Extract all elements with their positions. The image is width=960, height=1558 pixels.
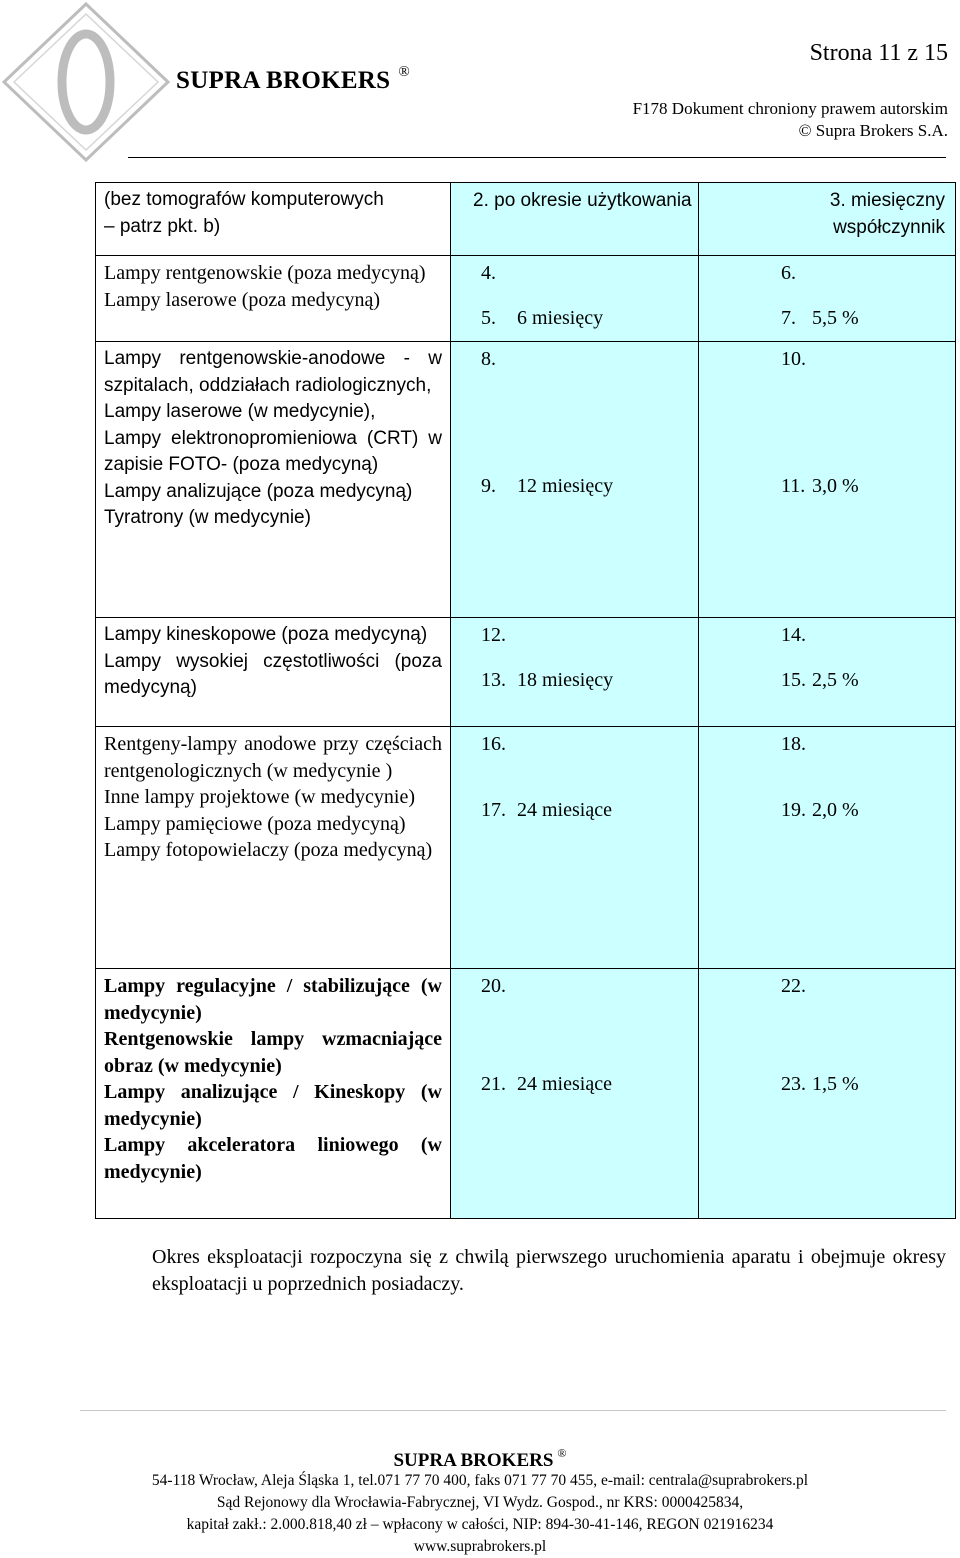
item-description: Lampy analizujące / Kineskopy (w medycynie) [104,1081,442,1130]
item-description-cell [96,342,451,618]
item-description-cell [96,618,451,727]
coefficient-cell [699,342,956,618]
header-desc-cell [96,183,451,256]
header-period: 2. po okresie użytkowania [473,190,692,211]
row-number: 22. [781,975,806,997]
item-description: Lampy laserowe (poza medycyną) [104,288,380,311]
header-desc-line: (bez tomografów komputerowych [104,189,384,210]
row-number: 17. [481,799,506,821]
row-number: 23. [781,1073,806,1095]
coefficient-value: 2,5 % [812,669,859,691]
row-number: 10. [781,348,806,370]
row-number: 4. [481,262,496,284]
coefficient-value: 3,0 % [812,475,859,497]
table-row [96,727,956,969]
company-logo [0,0,172,162]
period-cell [451,256,699,342]
row-number: 5. [481,307,496,329]
header-coef: 3. miesięczny współczynnik [829,190,945,238]
item-description: Lampy kineskopowe (poza medycyną) [104,624,428,645]
row-number: 21. [481,1073,506,1095]
item-description: Lampy rentgenowskie-anodowe - w szpitalach, oddziałach radiologicznych, [104,348,442,396]
footer-court: Sąd Rejonowy dla Wrocławia-Fabrycznej, VI Wydz. Gospod., nr KRS: 0000425834, [216,1494,744,1511]
footer-brand: SUPRA BROKERS ® [393,1446,567,1471]
row-number: 18. [781,733,806,755]
coefficient-value: 2,0 % [812,799,859,821]
period-cell [451,969,699,1219]
item-description: Lampy elektronopromieniowa (CRT) w zapisie FOTO- (poza medycyną) [104,427,442,475]
page-number: Strona 11 z 15 [809,40,948,66]
footer-divider [80,1410,946,1411]
period-cell [451,342,699,618]
header-period-cell [451,183,699,256]
item-description: Lampy akceleratora liniowego (w medycynie) [104,1134,442,1183]
item-description-cell [96,727,451,969]
depreciation-table [95,182,956,1219]
period-value: 24 miesiące [517,799,612,821]
operation-period-note: Okres eksploatacji rozpoczyna się z chwilą pierwszego uruchomienia aparatu i obejmuje okresy eksploatacji u poprzednich posiadaczy. [152,1246,946,1295]
row-number: 6. [781,262,796,284]
row-number: 15. [781,669,806,691]
row-number: 20. [481,975,506,997]
table-row [96,969,956,1219]
row-number: 14. [781,624,806,646]
protection-line: F178 Dokument chroniony prawem autorskim [632,99,948,118]
row-number: 19. [781,799,806,821]
item-description: Lampy analizujące (poza medycyną) [104,480,413,502]
table-row [96,256,956,342]
row-number: 7. [781,307,796,329]
period-value: 12 miesięcy [517,475,614,497]
coefficient-cell [699,969,956,1219]
row-number: 9. [481,475,496,497]
period-value: 24 miesiące [517,1073,612,1095]
copyright-line: © Supra Brokers S.A. [798,121,948,140]
row-number: 12. [481,624,506,646]
item-description: Lampy regulacyjne / stabilizujące (w medycynie) [104,975,442,1024]
footer-website[interactable]: www.suprabrokers.pl [413,1538,547,1555]
coefficient-cell [699,256,956,342]
header-coef-cell [699,183,956,256]
item-description: Inne lampy projektowe (w medycynie) [104,786,416,808]
footer-capital: kapitał zakł.: 2.000.818,40 zł – wpłacony w całości, NIP: 894-30-41-146, REGON 021916234 [186,1516,774,1533]
period-cell [451,727,699,969]
item-description: Tyratrony (w medycynie) [104,507,311,528]
footer-address: 54-118 Wrocław, Aleja Śląska 1, tel.071 77 70 400, faks 071 77 70 455, e-mail: centrala@suprabrokers.pl [151,1472,809,1489]
coefficient-cell [699,618,956,727]
item-description: Lampy pamięciowe (poza medycyną) [104,812,406,835]
coefficient-cell [699,727,956,969]
period-value: 6 miesięcy [517,307,604,329]
row-number: 8. [481,348,496,370]
item-description: Rentgeny-lampy anodowe przy częściach rentgenologicznych (w medycynie ) [104,733,442,782]
item-description: Lampy laserowe (w medycynie), [104,401,376,422]
row-number: 11. [781,475,806,497]
table-row [96,342,956,618]
item-description-cell [96,256,451,342]
item-description-cell [96,969,451,1219]
item-description: Lampy wysokiej częstotliwości (poza medycyną) [104,650,442,698]
item-description: Lampy rentgenowskie (poza medycyną) [104,262,426,284]
footer-contact [0,1470,960,1558]
period-cell [451,618,699,727]
table-row [96,618,956,727]
header-desc-line: – patrz pkt. b) [104,215,221,237]
period-value: 18 miesięcy [517,669,614,691]
registered-mark: ® [398,64,411,80]
header-divider [128,157,946,158]
row-number: 16. [481,733,506,755]
coefficient-value: 5,5 % [812,307,859,329]
coefficient-value: 1,5 % [812,1073,859,1095]
copyright-notice [633,98,948,142]
table-header-row [96,183,956,256]
footer-registered-mark: ® [557,1446,567,1460]
item-description: Lampy fotopowielaczy (poza medycyną) [104,839,433,861]
item-description: Rentgenowskie lampy wzmacniające obraz (w medycynie) [104,1028,442,1077]
header-brand: SUPRA BROKERS ® [176,64,411,94]
row-number: 13. [481,669,506,691]
